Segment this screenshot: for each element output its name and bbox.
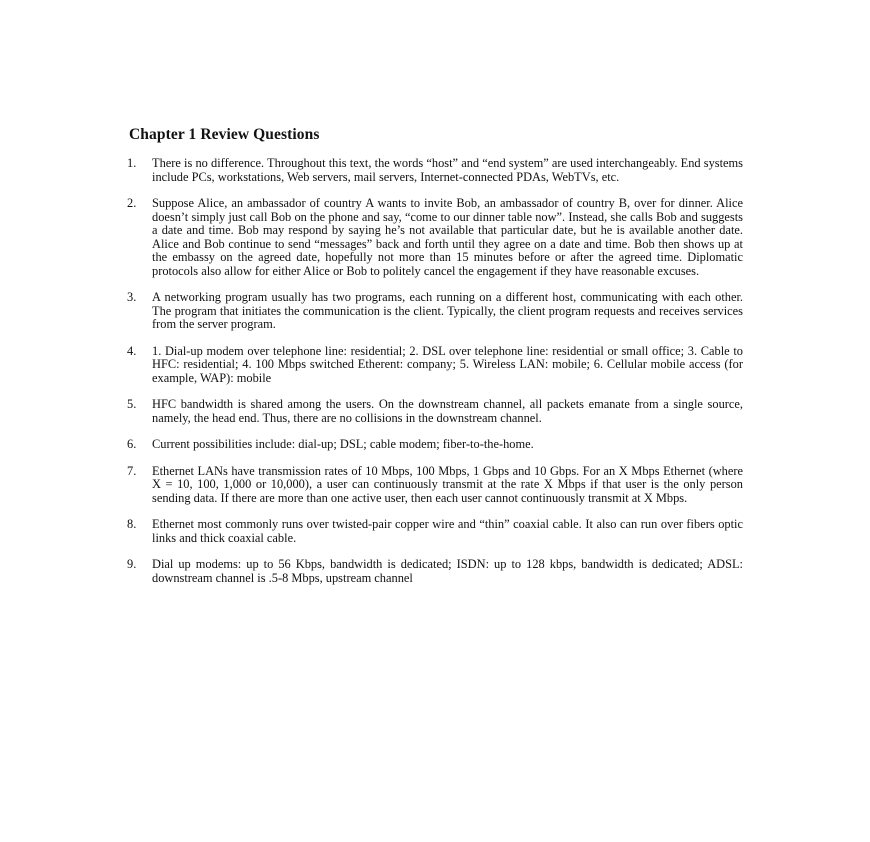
item-number: 5. xyxy=(127,397,137,411)
item-text: Suppose Alice, an ambassador of country A wants to invite Bob, an ambassador of country B, over for dinner. Alice doesn’t simply just call Bob on the phone and say, “come to our dinner table now”. Instead, she calls Bob and suggests a date and time. Bob may respond by saying he’s not available that particular date, but he is available another date. Alice and Bob continue to send “messages” back and forth until they agree on a date and time. Bob then shows up at the embassy on the agreed date, hopefully not more than 15 minutes before or after the agreed time. Diplomatic protocols also allow for either Alice or Bob to politely cancel the engagement if they have reasonable excuses. xyxy=(152,196,743,278)
question-list xyxy=(127,157,743,585)
item-number: 4. xyxy=(127,343,137,358)
item-number: 3. xyxy=(127,290,137,304)
item-text: There is no difference. Throughout this text, the words “host” and “end system” are used interchangeably. End systems include PCs, workstations, Web servers, mail servers, Internet-connected PDAs, WebTVs, etc. xyxy=(152,156,743,184)
item-number: 9. xyxy=(127,557,137,571)
list-item xyxy=(127,197,743,278)
list-item xyxy=(127,157,743,184)
item-number: 8. xyxy=(127,517,137,531)
list-item xyxy=(127,438,743,452)
item-text: HFC bandwidth is shared among the users. On the downstream channel, all packets emanate from a single source, namely, the head end. Thus, there are no collisions in the downstream channel. xyxy=(152,397,743,425)
item-number: 1. xyxy=(127,156,137,170)
item-text: Ethernet LANs have transmission rates of 10 Mbps, 100 Mbps, 1 Gbps and 10 Gbps. For an X Mbps Ethernet (where X = 10, 100, 1,000 or 10,000), a user can continuously transmit at the rate X Mbps if that user is the only person sending data. If there are more than one active user, then each user cannot continuously transmit at X Mbps. xyxy=(152,463,743,505)
item-text: A networking program usually has two programs, each running on a different host, communicating with each other. The program that initiates the communication is the client. Typically, the client program requests and receives services from the server program. xyxy=(152,290,743,331)
item-text: Ethernet most commonly runs over twisted-pair copper wire and “thin” coaxial cable. It also can run over fibers optic links and thick coaxial cable. xyxy=(152,517,743,545)
list-item xyxy=(127,291,743,332)
page-title: Chapter 1 Review Questions xyxy=(129,126,320,143)
list-item xyxy=(127,398,743,425)
item-text: Current possibilities include: dial-up; DSL; cable modem; fiber-to-the-home. xyxy=(152,437,534,451)
item-number: 2. xyxy=(127,196,137,210)
item-number: 6. xyxy=(127,437,137,451)
item-number: 7. xyxy=(127,463,137,478)
item-text: 1. Dial-up modem over telephone line: residential; 2. DSL over telephone line: residential or small office; 3. Cable to HFC: residential; 4. 100 Mbps switched Etherent: company; 5. Wireless LAN: mobile; 6. Cellular mobile access (for example, WAP): mobile xyxy=(152,343,743,385)
list-item xyxy=(127,558,743,585)
list-item xyxy=(127,465,743,506)
item-text: Dial up modems: up to 56 Kbps, bandwidth is dedicated; ISDN: up to 128 kbps, bandwidth is dedicated; ADSL: downstream channel is .5-8 Mbps, upstream channel xyxy=(152,557,743,585)
list-item xyxy=(127,518,743,545)
list-item xyxy=(127,345,743,386)
